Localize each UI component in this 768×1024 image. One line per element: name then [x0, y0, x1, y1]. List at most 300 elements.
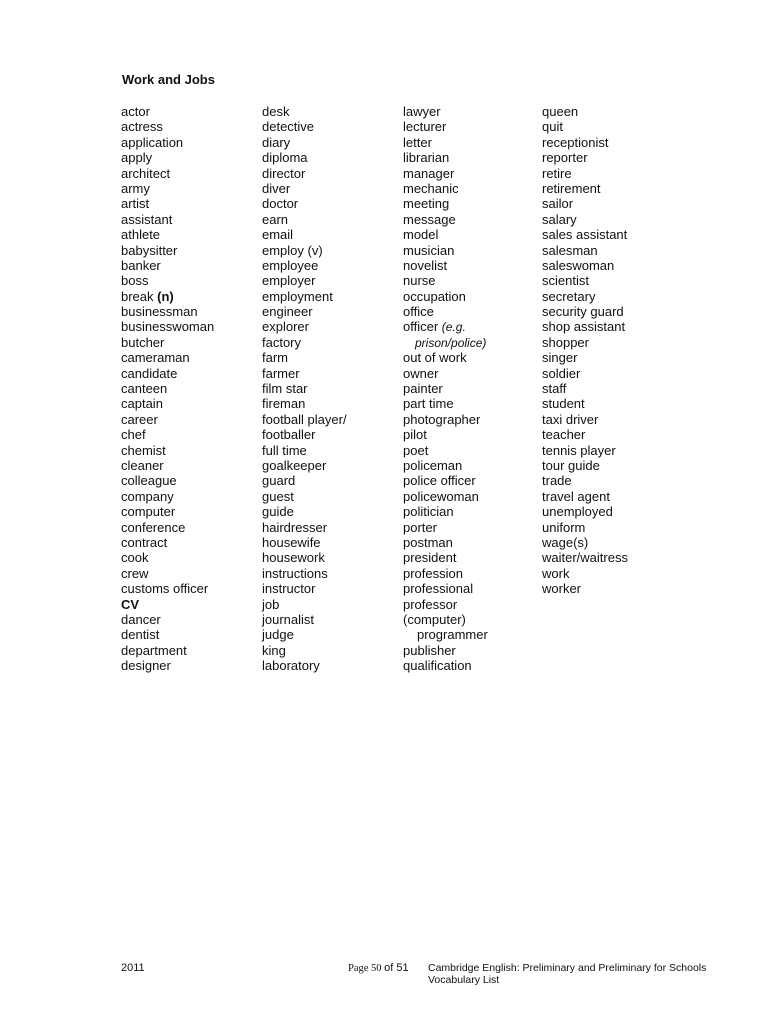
- word-text: president: [403, 550, 457, 566]
- word-text: diver: [262, 180, 291, 196]
- word-text: footballer: [262, 427, 316, 443]
- word-entry: [262, 366, 347, 381]
- word-entry: [403, 304, 488, 319]
- word-text: computer: [121, 504, 176, 520]
- word-text: babysitter: [121, 242, 178, 258]
- word-text: saleswoman: [542, 257, 615, 273]
- word-entry: [403, 396, 488, 411]
- word-text: wage(s): [542, 534, 589, 550]
- word-text: singer: [542, 350, 578, 366]
- word-entry: [262, 304, 347, 319]
- word-text: photographer: [403, 411, 481, 427]
- word-entry: [403, 535, 488, 550]
- word-text: artist: [121, 196, 150, 212]
- word-entry: [542, 319, 628, 334]
- word-text: waiter/waitress: [542, 550, 628, 566]
- word-entry: [262, 150, 347, 165]
- word-text: football player/: [262, 411, 347, 427]
- word-text: qualification: [403, 658, 472, 674]
- word-entry: [262, 335, 347, 350]
- word-entry: [262, 166, 347, 181]
- word-text: customs officer: [121, 581, 209, 597]
- word-entry: [121, 150, 214, 165]
- word-text: colleague: [121, 473, 177, 489]
- word-entry: [542, 504, 628, 519]
- word-text: salary: [542, 211, 577, 227]
- word-text: guest: [262, 488, 294, 504]
- word-entry: [121, 273, 214, 288]
- word-entry: [403, 135, 488, 150]
- word-text: tour guide: [542, 457, 600, 473]
- word-entry: [121, 104, 214, 119]
- word-entry: [542, 258, 628, 273]
- word-entry: [262, 643, 347, 658]
- word-entry: [262, 181, 347, 196]
- word-entry: [542, 473, 628, 488]
- word-entry: [262, 473, 347, 488]
- word-column-1: [121, 104, 214, 673]
- word-text: designer: [121, 658, 171, 674]
- word-entry: [121, 350, 214, 365]
- word-text: meeting: [403, 196, 450, 212]
- word-entry: [403, 243, 488, 258]
- word-entry: [262, 443, 347, 458]
- word-text: dancer: [121, 611, 161, 627]
- word-entry: [403, 443, 488, 458]
- word-entry: [121, 597, 214, 612]
- footer-page-number: [348, 962, 409, 974]
- word-entry: [542, 381, 628, 396]
- word-text: cleaner: [121, 457, 164, 473]
- word-entry: [121, 412, 214, 427]
- word-text: taxi driver: [542, 411, 599, 427]
- word-entry: [262, 396, 347, 411]
- word-entry: [121, 550, 214, 565]
- word-text: crew: [121, 565, 149, 581]
- word-entry: [403, 627, 488, 642]
- word-text: secretary: [542, 288, 596, 304]
- word-text: mechanic: [403, 180, 459, 196]
- word-text: out of work: [403, 350, 467, 366]
- word-entry: [262, 350, 347, 365]
- word-text: explorer: [262, 319, 309, 335]
- word-entry: [121, 627, 214, 642]
- word-entry: [542, 458, 628, 473]
- word-text: unemployed: [542, 504, 613, 520]
- word-text: hairdresser: [262, 519, 328, 535]
- word-entry: [121, 243, 214, 258]
- word-text: break: [121, 288, 154, 304]
- word-entry: [542, 119, 628, 134]
- word-entry: [403, 289, 488, 304]
- word-text: student: [542, 396, 585, 412]
- word-text: policeman: [403, 457, 463, 473]
- word-text: porter: [403, 519, 437, 535]
- word-entry: [403, 658, 488, 673]
- word-entry: [121, 489, 214, 504]
- word-text: factory: [262, 334, 302, 350]
- word-entry: [121, 658, 214, 673]
- word-entry: [121, 135, 214, 150]
- word-text: retire: [542, 165, 572, 181]
- page-current: 50: [371, 963, 382, 974]
- word-text: conference: [121, 519, 186, 535]
- word-entry: [403, 566, 488, 581]
- word-text: butcher: [121, 334, 165, 350]
- word-text: actress: [121, 119, 163, 135]
- word-entry: [542, 520, 628, 535]
- word-entry: [121, 166, 214, 181]
- word-entry: [403, 119, 488, 134]
- word-entry: [403, 504, 488, 519]
- word-text: captain: [121, 396, 163, 412]
- word-entry: [542, 135, 628, 150]
- part-of-speech-note: (n): [157, 288, 174, 304]
- word-entry: [403, 643, 488, 658]
- word-entry: [403, 597, 488, 612]
- word-entry: [262, 119, 347, 134]
- word-text: receptionist: [542, 134, 609, 150]
- word-text: fireman: [262, 396, 306, 412]
- word-entry: [121, 520, 214, 535]
- word-text: letter: [403, 134, 432, 150]
- word-entry: [262, 258, 347, 273]
- word-entry: [542, 550, 628, 565]
- word-text: instructions: [262, 565, 328, 581]
- word-entry: [403, 181, 488, 196]
- word-text: manager: [403, 165, 455, 181]
- word-entry: [403, 350, 488, 365]
- word-entry: [262, 243, 347, 258]
- word-entry: [262, 212, 347, 227]
- word-text: policewoman: [403, 488, 479, 504]
- word-entry: [542, 396, 628, 411]
- word-text: director: [262, 165, 306, 181]
- word-entry: [121, 458, 214, 473]
- word-text: officer: [403, 319, 439, 335]
- word-text: owner: [403, 365, 439, 381]
- word-entry: [542, 335, 628, 350]
- word-entry: [262, 458, 347, 473]
- word-entry: [262, 427, 347, 442]
- word-entry: [542, 427, 628, 442]
- word-text: diary: [262, 134, 291, 150]
- word-text: earn: [262, 211, 289, 227]
- word-text: tennis player: [542, 442, 616, 458]
- word-text: profession: [403, 565, 463, 581]
- word-entry: [403, 458, 488, 473]
- word-text: lawyer: [403, 104, 441, 119]
- word-entry: [121, 581, 214, 596]
- word-text: employee: [262, 257, 319, 273]
- word-entry: [262, 520, 347, 535]
- word-text: novelist: [403, 257, 448, 273]
- word-entry: [542, 289, 628, 304]
- word-entry: [262, 381, 347, 396]
- word-text: company: [121, 488, 174, 504]
- word-entry: [403, 427, 488, 442]
- example-note: (e.g.: [441, 320, 466, 335]
- word-entry: [403, 581, 488, 596]
- word-text: apply: [121, 150, 153, 166]
- word-text: trade: [542, 473, 572, 489]
- word-text: pilot: [403, 427, 427, 443]
- word-text: goalkeeper: [262, 457, 327, 473]
- word-entry: [542, 566, 628, 581]
- word-entry: [262, 412, 347, 427]
- word-entry: [542, 304, 628, 319]
- word-text: chemist: [121, 442, 166, 458]
- word-text: candidate: [121, 365, 178, 381]
- word-text: security guard: [542, 304, 624, 320]
- word-text: politician: [403, 504, 454, 520]
- word-text: banker: [121, 257, 161, 273]
- word-entry: [403, 150, 488, 165]
- word-entry: [262, 550, 347, 565]
- page-word: Page: [348, 963, 369, 974]
- word-entry: [542, 243, 628, 258]
- word-entry: [121, 473, 214, 488]
- word-column-3: [403, 104, 488, 673]
- word-entry: [121, 427, 214, 442]
- word-text: office: [403, 304, 434, 320]
- footer-title-line-1: Cambridge English: Preliminary and Preliminary for Schools: [428, 962, 707, 974]
- word-text: cameraman: [121, 350, 190, 366]
- word-entry: [403, 196, 488, 211]
- word-entry: [262, 104, 347, 119]
- word-entry: [542, 350, 628, 365]
- word-entry: [121, 612, 214, 627]
- word-entry: [121, 504, 214, 519]
- word-text: occupation: [403, 288, 466, 304]
- word-text: police officer: [403, 473, 476, 489]
- word-text: job: [262, 596, 280, 612]
- word-text: sales assistant: [542, 227, 628, 243]
- word-entry: [262, 535, 347, 550]
- word-entry: [542, 366, 628, 381]
- word-entry: [542, 412, 628, 427]
- word-text: shop assistant: [542, 319, 626, 335]
- word-text: part time: [403, 396, 454, 412]
- word-entry: [262, 289, 347, 304]
- word-entry: [262, 504, 347, 519]
- word-text: army: [121, 180, 150, 196]
- word-text: retirement: [542, 180, 601, 196]
- word-text: boss: [121, 273, 149, 289]
- word-text: guard: [262, 473, 296, 489]
- word-entry: [121, 227, 214, 242]
- word-entry: [121, 366, 214, 381]
- word-text: travel agent: [542, 488, 610, 504]
- word-entry: [542, 104, 628, 119]
- word-text: diploma: [262, 150, 308, 166]
- word-entry: [121, 396, 214, 411]
- word-text: musician: [403, 242, 455, 258]
- word-text: doctor: [262, 196, 299, 212]
- word-text: nurse: [403, 273, 436, 289]
- word-text: farm: [262, 350, 288, 366]
- word-text: quit: [542, 119, 563, 135]
- word-text: laboratory: [262, 658, 320, 674]
- word-entry: [121, 319, 214, 334]
- word-entry: [262, 196, 347, 211]
- word-text: sailor: [542, 196, 574, 212]
- word-text: painter: [403, 381, 443, 397]
- word-text: film star: [262, 381, 308, 397]
- word-text: businesswoman: [121, 319, 215, 335]
- footer-title-line-2: Vocabulary List: [428, 974, 500, 986]
- word-text: employment: [262, 288, 333, 304]
- word-text: work: [542, 565, 570, 581]
- word-entry: [121, 289, 214, 304]
- word-entry: [121, 304, 214, 319]
- word-text: engineer: [262, 304, 313, 320]
- word-text: career: [121, 411, 158, 427]
- word-text: poet: [403, 442, 429, 458]
- word-text: businessman: [121, 304, 198, 320]
- word-text: king: [262, 642, 286, 658]
- word-text: assistant: [121, 211, 173, 227]
- word-entry: [542, 150, 628, 165]
- word-text: worker: [542, 581, 582, 597]
- word-entry: [542, 443, 628, 458]
- word-entry: [262, 597, 347, 612]
- word-text: shopper: [542, 334, 589, 350]
- word-text: teacher: [542, 427, 586, 443]
- word-entry: [262, 135, 347, 150]
- word-entry: [403, 166, 488, 181]
- word-entry: [542, 227, 628, 242]
- word-entry: [121, 181, 214, 196]
- word-entry: [121, 381, 214, 396]
- word-entry: [262, 227, 347, 242]
- word-entry: [542, 273, 628, 288]
- word-entry: [121, 443, 214, 458]
- word-text: instructor: [262, 581, 316, 597]
- word-entry: [403, 212, 488, 227]
- word-entry: [262, 627, 347, 642]
- word-text: reporter: [542, 150, 588, 166]
- word-entry: [542, 489, 628, 504]
- word-entry: [121, 535, 214, 550]
- word-text: postman: [403, 534, 453, 550]
- word-entry: [403, 473, 488, 488]
- word-entry: [403, 258, 488, 273]
- word-text: department: [121, 642, 187, 658]
- word-column-2: [262, 104, 347, 673]
- word-entry: [403, 227, 488, 242]
- word-text: (computer): [403, 611, 466, 627]
- word-entry: [403, 550, 488, 565]
- word-entry: [121, 212, 214, 227]
- word-text: employ (v): [262, 242, 323, 258]
- word-text: farmer: [262, 365, 300, 381]
- word-entry: [121, 566, 214, 581]
- word-text: staff: [542, 381, 567, 397]
- word-entry: [403, 319, 488, 334]
- word-text: guide: [262, 504, 294, 520]
- word-entry: [542, 212, 628, 227]
- word-text: CV: [121, 596, 140, 612]
- word-entry: [403, 612, 488, 627]
- word-text: salesman: [542, 242, 598, 258]
- word-entry: [262, 319, 347, 334]
- word-text: employer: [262, 273, 316, 289]
- word-text: actor: [121, 104, 150, 119]
- word-text: lecturer: [403, 119, 447, 135]
- word-entry: [542, 581, 628, 596]
- word-text: housework: [262, 550, 325, 566]
- word-text: prison/police): [415, 335, 487, 350]
- word-entry: [121, 643, 214, 658]
- word-text: message: [403, 211, 456, 227]
- word-entry: [542, 196, 628, 211]
- word-entry: [403, 104, 488, 119]
- word-text: journalist: [262, 611, 315, 627]
- word-text: scientist: [542, 273, 589, 289]
- word-entry: [121, 119, 214, 134]
- word-text: model: [403, 227, 439, 243]
- page-total: of 51: [384, 962, 409, 974]
- word-entry: [121, 335, 214, 350]
- word-text: professional: [403, 581, 474, 597]
- word-text: dentist: [121, 627, 160, 643]
- word-text: uniform: [542, 519, 586, 535]
- word-entry: [403, 489, 488, 504]
- word-text: email: [262, 227, 294, 243]
- word-text: programmer: [417, 627, 488, 643]
- word-entry: [262, 566, 347, 581]
- word-entry: [403, 366, 488, 381]
- word-column-4: [542, 104, 628, 597]
- word-entry: [262, 612, 347, 627]
- word-entry: [262, 658, 347, 673]
- word-text: judge: [262, 627, 294, 643]
- word-text: architect: [121, 165, 171, 181]
- word-text: detective: [262, 119, 315, 135]
- word-entry: [403, 273, 488, 288]
- word-text: athlete: [121, 227, 161, 243]
- word-text: full time: [262, 442, 307, 458]
- word-text: canteen: [121, 381, 168, 397]
- word-entry: [121, 258, 214, 273]
- word-entry: [121, 196, 214, 211]
- word-text: application: [121, 134, 184, 150]
- word-text: soldier: [542, 365, 581, 381]
- word-text: cook: [121, 550, 149, 566]
- word-text: queen: [542, 104, 579, 119]
- word-entry: [262, 489, 347, 504]
- word-entry: [542, 181, 628, 196]
- word-text: professor: [403, 596, 458, 612]
- word-entry: [262, 581, 347, 596]
- word-entry: [542, 535, 628, 550]
- word-entry: [262, 273, 347, 288]
- word-entry: [403, 520, 488, 535]
- word-entry: [542, 166, 628, 181]
- footer-year: 2011: [121, 962, 145, 974]
- word-entry: [403, 381, 488, 396]
- footer-document-title: [428, 962, 728, 986]
- word-entry: [403, 412, 488, 427]
- word-text: publisher: [403, 642, 456, 658]
- section-heading: Work and Jobs: [122, 72, 215, 87]
- word-entry: [403, 335, 488, 350]
- word-text: housewife: [262, 534, 321, 550]
- word-text: contract: [121, 534, 168, 550]
- word-text: chef: [121, 427, 146, 443]
- word-text: librarian: [403, 150, 450, 166]
